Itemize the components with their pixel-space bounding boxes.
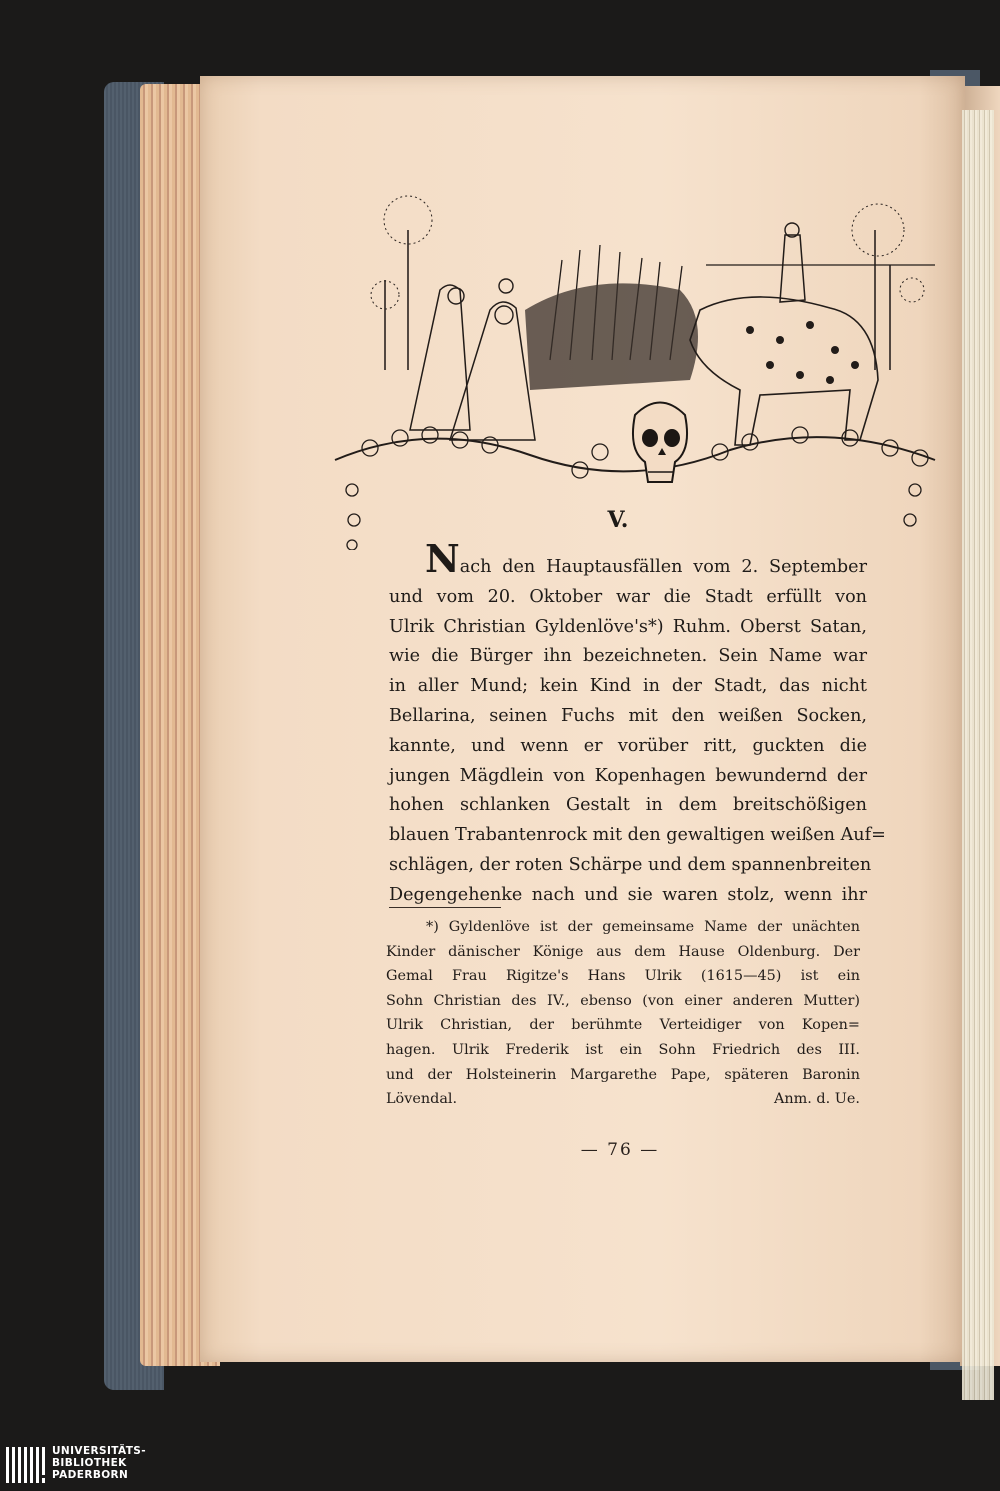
chapter-body-text <box>389 536 886 911</box>
library-logo-icon <box>4 1443 48 1487</box>
library-logo-line-1: UNIVERSITÄTS- <box>52 1445 147 1457</box>
footnote-line-7: und der Holsteinerin Margarethe Pape, späteren Baronin <box>386 1066 860 1083</box>
library-logo-line-3: PADERBORN <box>52 1469 129 1482</box>
footnote <box>386 915 860 1112</box>
body-line-12: Degengehenke nach und sie waren stolz, wenn ihr <box>389 884 867 905</box>
body-line-11: schlägen, der roten Schärpe und dem spannenbreiten <box>389 854 872 875</box>
footnote-line-1: *) Gyldenlöve ist der gemeinsame Name der unächten <box>426 919 860 935</box>
body-line-7: kannte, und wenn er vorüber ritt, guckten die <box>389 735 867 756</box>
chapter-headpiece-illustration <box>330 190 938 550</box>
footnote-line-4: Sohn Christian des IV., ebenso (von einer anderen Mutter) <box>386 992 860 1009</box>
footnote-divider <box>389 907 501 908</box>
body-line-10: blauen Trabantenrock mit den gewaltigen weißen Auf= <box>389 825 886 846</box>
chapter-number: V. <box>607 507 629 533</box>
body-line-9: hohen schlanken Gestalt in dem breitschößigen <box>389 795 867 816</box>
page-number: — 76 — <box>580 1140 660 1160</box>
body-line-8: jungen Mägdlein von Kopenhagen bewundernd der <box>389 765 867 786</box>
footnote-line-3: Gemal Frau Rigitze's Hans Ulrik (1615—45) ist ein <box>386 968 860 985</box>
body-line-5: in aller Mund; kein Kind in der Stadt, das nicht <box>389 676 867 697</box>
footnote-line-5: Ulrik Christian, der berühmte Verteidiger von Kopen= <box>386 1017 860 1034</box>
footnote-line-6: hagen. Ulrik Frederik ist ein Sohn Friedrich des III. <box>386 1041 860 1058</box>
body-line-2: und vom 20. Oktober war die Stadt erfüllt von <box>389 586 867 607</box>
footnote-line-8 <box>386 1087 860 1112</box>
footnote-signature: Anm. d. Ue. <box>773 1091 860 1108</box>
footnote-line-2: Kinder dänischer Könige aus dem Hause Oldenburg. Der <box>386 943 860 960</box>
body-line-6: Bellarina, seinen Fuchs mit den weißen Socken, <box>389 705 867 726</box>
library-logo-line-2: BIBLIOTHEK <box>52 1457 127 1470</box>
drop-initial: N <box>425 536 460 581</box>
body-line-1: Nach den Hauptausfällen vom 2. September <box>425 536 867 581</box>
footnote-last-text: Lövendal. <box>386 1091 458 1108</box>
body-line-3: Ulrik Christian Gyldenlöve's*) Ruhm. Oberst Satan, <box>389 616 867 637</box>
body-line-4: wie die Bürger ihn bezeichneten. Sein Name war <box>389 646 867 667</box>
ribbon-bookmark <box>962 110 994 1400</box>
library-logo-text <box>52 1445 192 1482</box>
